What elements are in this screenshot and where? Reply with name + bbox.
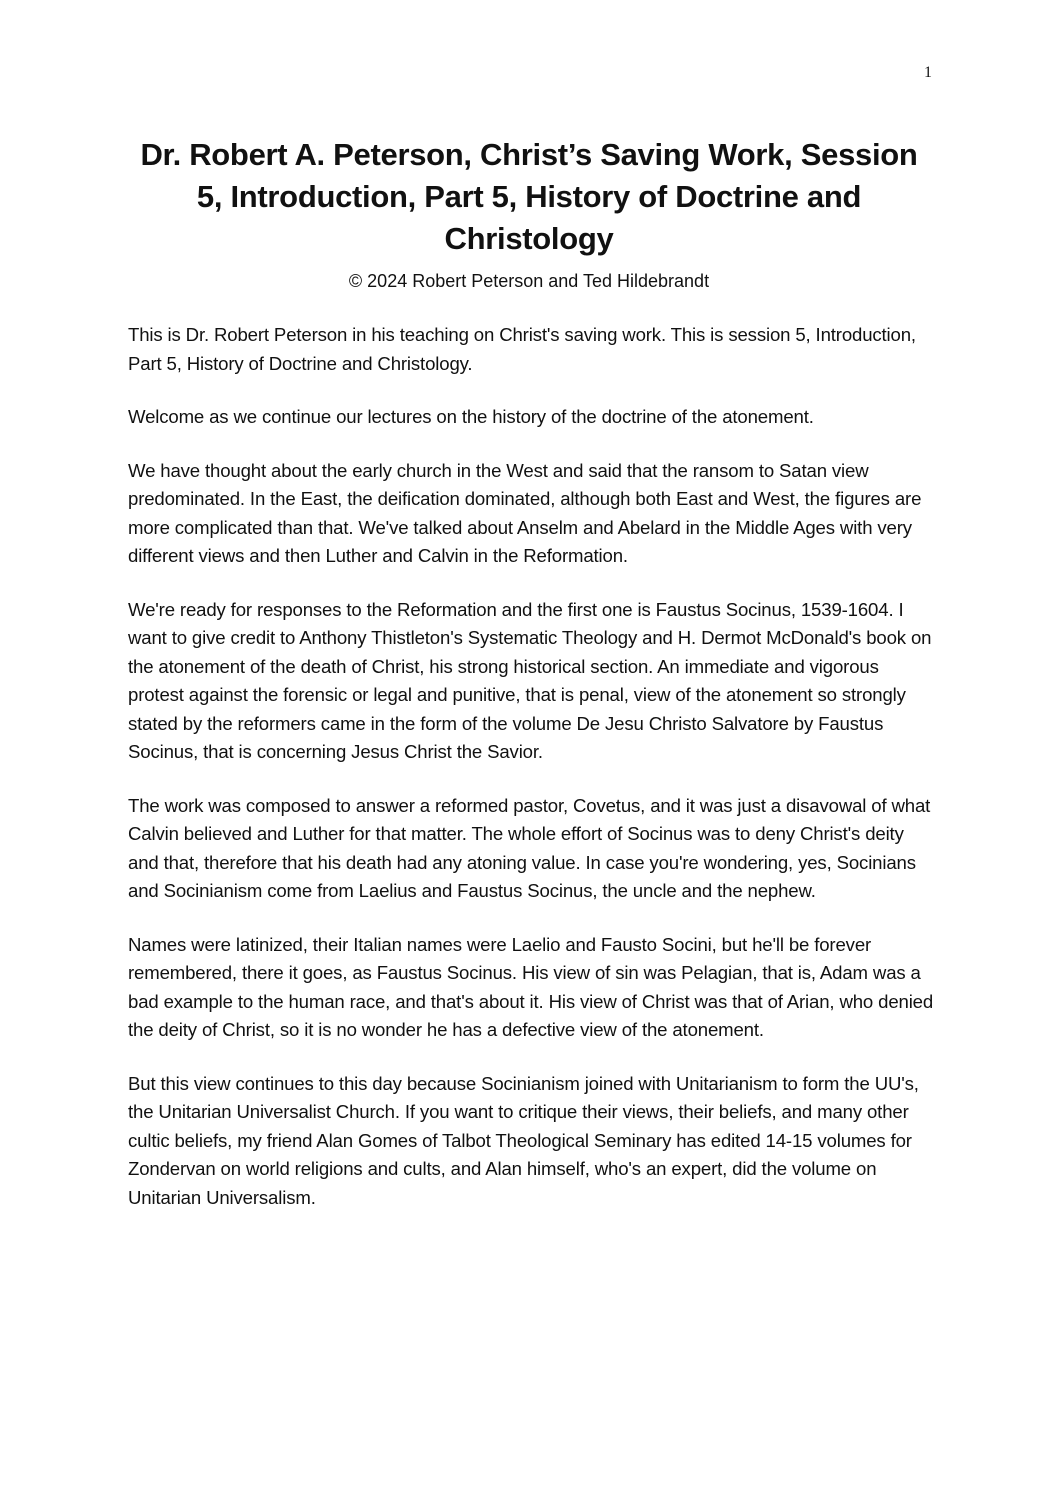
paragraph: But this view continues to this day because Socinianism joined with Unitarianism to form the UU's, the Unitarian Universalist Church. If you want to critique their views, their beliefs, and many other cultic beliefs, my friend Alan Gomes of Talbot Theological Seminary has edited 14-15 volumes for Zondervan on world religions and cults, and Alan himself, who's an expert, did the volume on Unitarian Universalism.	[128, 1072, 919, 1208]
paragraph: The work was composed to answer a reformed pastor, Covetus, and it was just a disavowal of what Calvin believed and Luther for that matter. The whole effort of Socinus was to deny Christ's deity and that, therefore that his death had any atoning value. In case you're wondering, yes, Socinians and Socinianism come from Laelius and Faustus Socinus, the uncle and the nephew.	[128, 794, 931, 901]
document-title: Dr. Robert A. Peterson, Christ’s Saving Work, Session 5, Introduction, Part 5, History of Doctrine and Christology	[140, 137, 918, 256]
paragraph: Names were latinized, their Italian names were Laelio and Fausto Socini, but he'll be forever remembered, there it goes, as Faustus Socinus. His view of sin was Pelagian, that is, Adam was a bad example to the human race, and that's about it. His view of Christ was that of Arian, who denied the deity of Christ, so it is no wonder he has a defective view of the atonement.	[128, 933, 934, 1040]
copyright-line: © 2024 Robert Peterson and Ted Hildebrandt	[348, 271, 710, 291]
paragraph: We have thought about the early church in the West and said that the ransom to Satan view predominated. In the East, the deification dominated, although both East and West, the figures are more complicated than that. We've talked about Anselm and Abelard in the Middle Ages with very different views and then Luther and Calvin in the Reformation.	[128, 459, 922, 566]
page-number: 1	[924, 64, 932, 81]
document-body	[128, 321, 934, 1237]
paragraph: Welcome as we continue our lectures on the history of the doctrine of the atonement.	[128, 406, 814, 427]
paragraph: This is Dr. Robert Peterson in his teaching on Christ's saving work. This is session 5, Introduction, Part 5, History of Doctrine and Christology.	[128, 324, 916, 374]
paragraph: We're ready for responses to the Reformation and the first one is Faustus Socinus, 1539-1604. I want to give credit to Anthony Thistleton's Systematic Theology and H. Dermot McDonald's book on the atonement of the death of Christ, his strong historical section. An immediate and vigorous protest against the forensic or legal and punitive, that is penal, view of the atonement so strongly stated by the reformers came in the form of the volume De Jesu Christo Salvatore by Faustus Socinus, that is concerning Jesus Christ the Savior.	[128, 598, 932, 762]
